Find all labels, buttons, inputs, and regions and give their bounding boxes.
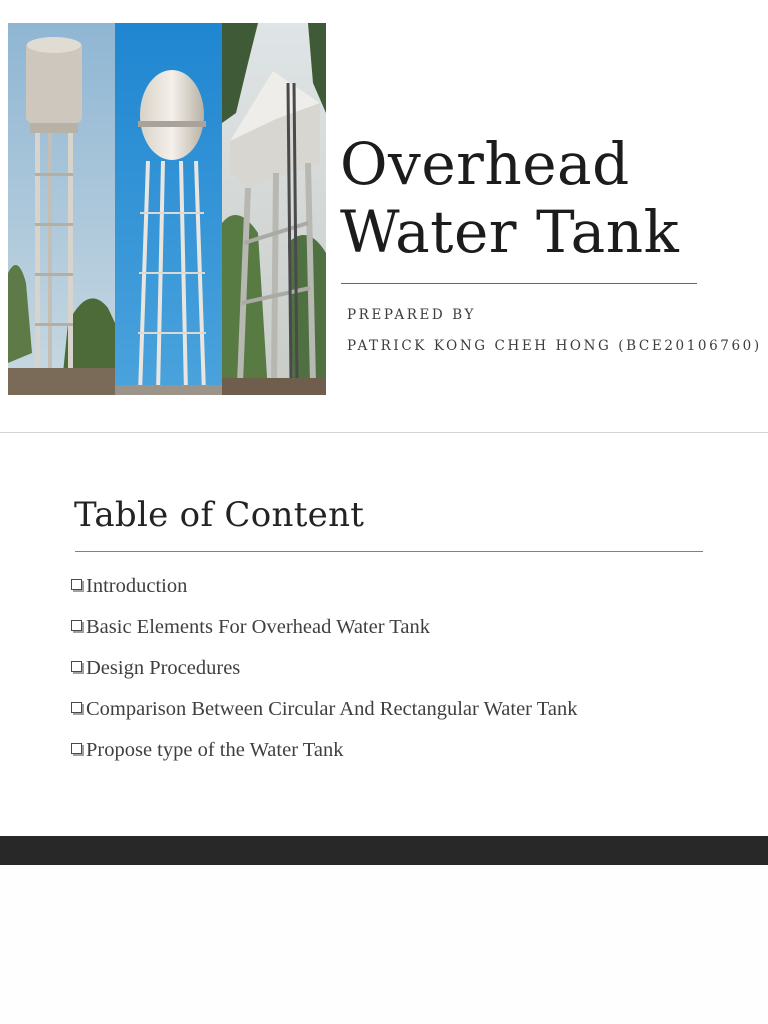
prepared-by-label: PREPARED BY bbox=[347, 307, 477, 323]
list-item bbox=[71, 573, 577, 614]
footer-band bbox=[0, 836, 768, 865]
checkbox-bullet-icon bbox=[71, 661, 82, 672]
list-item-label: Design Procedures bbox=[86, 657, 241, 679]
list-item-label: Comparison Between Circular And Rectangular Water Tank bbox=[86, 698, 578, 720]
list-item-label: Basic Elements For Overhead Water Tank bbox=[86, 616, 430, 638]
list-item-label: Introduction bbox=[86, 575, 188, 597]
toc-list bbox=[71, 573, 577, 778]
checkbox-bullet-icon bbox=[71, 702, 82, 713]
checkbox-bullet-icon bbox=[71, 620, 82, 631]
water-towers-photo bbox=[8, 23, 326, 395]
list-item bbox=[71, 737, 577, 778]
table-of-content-slide bbox=[0, 433, 768, 836]
list-item bbox=[71, 655, 577, 696]
checkbox-bullet-icon bbox=[71, 743, 82, 754]
list-item bbox=[71, 614, 577, 655]
title-line-2: Water Tank bbox=[340, 198, 680, 266]
author-name: PATRICK KONG CHEH HONG (BCE20106760) bbox=[347, 338, 762, 354]
slide-title bbox=[340, 130, 679, 266]
title-divider bbox=[341, 283, 697, 284]
title-line-1: Overhead bbox=[340, 130, 630, 198]
list-item bbox=[71, 696, 577, 737]
toc-heading: Table of Content bbox=[74, 495, 365, 535]
toc-divider bbox=[75, 551, 703, 552]
title-slide bbox=[0, 0, 768, 432]
list-item-label: Propose type of the Water Tank bbox=[86, 739, 344, 761]
checkbox-bullet-icon bbox=[71, 579, 82, 590]
